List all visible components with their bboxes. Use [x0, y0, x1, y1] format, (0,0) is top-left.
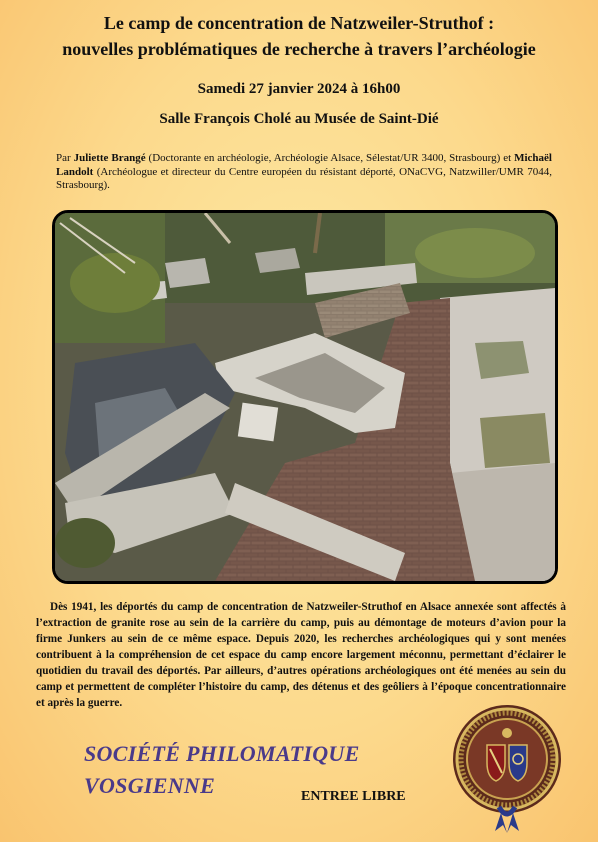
authors-block: [56, 152, 552, 193]
event-date: Samedi 27 janvier 2024 à 16h00: [197, 81, 401, 97]
event-title: [10, 10, 588, 62]
title-line-2: nouvelles problématiques de recherche à travers l’archéologie: [62, 39, 536, 59]
event-description: [36, 599, 566, 711]
title-line-1: Le camp de concentration de Natzweiler-Struthof :: [103, 13, 495, 33]
excavation-photo-icon: [55, 213, 555, 581]
description-paragraph: Dès 1941, les déportés du camp de concentration de Natzweiler-Struthof en Alsace annexée sont affectés à l’extraction de granite rose au sein de la carrière du camp, puis au démontage de moteurs d’avion pour la firme Junkers au sein de ce même espace. Depuis 2020, les recherches archéologiques qui y sont menées contribuent à la compréhension de cet espace du camp encore largement méconnu, permettant d’éclairer le quotidien du travail des déportés. Par ailleurs, d’autres opérations archéologiques ont été menées au sein du camp et permettent de compléter l’histoire du camp, des détenus et des geôliers à l’époque concentrationnaire et après la guerre.: [36, 601, 566, 709]
society-line-2: VOSGIENNE: [84, 773, 216, 798]
excavation-photo: [52, 210, 558, 584]
authors-prefix: Par: [56, 152, 74, 164]
entry-notice: ENTREE LIBRE: [301, 789, 406, 804]
society-line-1: SOCIÉTÉ PHILOMATIQUE: [84, 741, 360, 766]
author-2-affiliation: (Archéologue et directeur du Centre européen du résistant déporté, ONaCVG, Natzwiller/UMR 7044, Strasbourg).: [56, 165, 552, 191]
author-2-name: Michaël Landolt: [56, 152, 552, 178]
author-1-name: Juliette Brangé: [73, 152, 146, 164]
author-1-affiliation: (Doctorante en archéologie, Archéologie Alsace, Sélestat/UR 3400, Strasbourg) et: [145, 152, 515, 164]
event-venue: Salle François Cholé au Musée de Saint-Dié: [159, 111, 439, 127]
society-seal-icon: [451, 703, 563, 835]
